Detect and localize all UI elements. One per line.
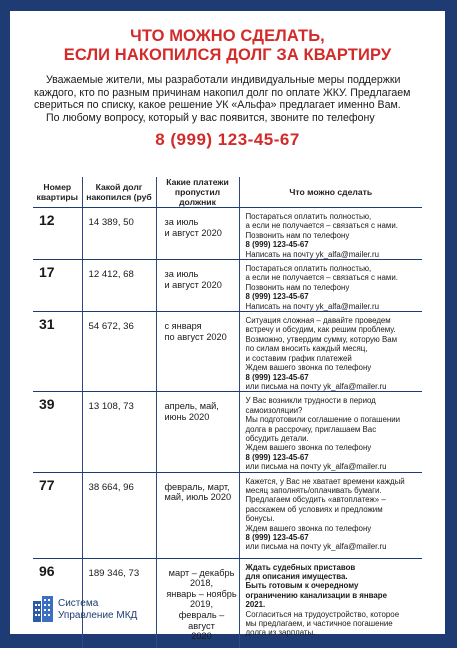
intro-paragraph-1: Уважаемые жители, мы разработали индивидуальные меры поддержки каждого, кто по разным причинам накопил долг по оплате ЖКУ. Предлагаем свериться по списку, какое решение УК «Альфа» предлагает именно Вам.	[34, 74, 431, 112]
action-line: и составим график платежей	[246, 354, 419, 363]
missed-payments	[157, 473, 239, 503]
logo-text	[58, 598, 137, 622]
action-line: бонусы.	[246, 514, 419, 523]
action-line: 8 (999) 123-45-67	[246, 292, 419, 301]
debt-amount: 14 389, 50	[83, 208, 156, 228]
intro-text	[34, 74, 431, 124]
missed-payments-line: февраль, март,	[165, 482, 239, 493]
table-row	[33, 472, 422, 558]
cell-period	[156, 472, 239, 558]
cell-action	[239, 558, 422, 648]
cell-apartment	[33, 312, 82, 392]
table-row	[33, 208, 422, 260]
cell-action	[239, 312, 422, 392]
table-header-row	[33, 177, 422, 208]
action-text	[240, 260, 423, 311]
cell-debt	[82, 260, 156, 312]
action-line: 8 (999) 123-45-67	[246, 240, 419, 249]
apartment-number: 12	[33, 208, 82, 228]
action-line: У Вас возникли трудности в период	[246, 396, 419, 405]
action-line: Ждем вашего звонка по телефону	[246, 443, 419, 452]
header-apartment-l1: Номер	[43, 182, 71, 192]
action-line: Быть готовым к очередному	[246, 581, 419, 590]
debt-amount: 13 108, 73	[83, 392, 156, 412]
action-line: Ждем вашего звонка по телефону	[246, 363, 419, 372]
action-line: Согласиться на трудоустройство, которое	[246, 610, 419, 619]
action-line: Написать на почту yk_alfa@mailer.ru	[246, 302, 419, 311]
table-row	[33, 392, 422, 472]
action-line: 8 (999) 123-45-67	[246, 453, 419, 462]
missed-payments-line: и август 2020	[165, 228, 239, 239]
poster-sheet	[10, 11, 445, 634]
header-apartment	[33, 177, 82, 208]
cell-period	[156, 312, 239, 392]
action-line: по силам вносить каждый месяц,	[246, 344, 419, 353]
missed-payments-line: и август 2020	[165, 280, 239, 291]
debt-amount: 38 664, 96	[83, 473, 156, 493]
missed-payments-line: с января	[165, 321, 239, 332]
header-apartment-l2: квартиры	[37, 192, 78, 202]
action-line: Ждать судебных приставов	[246, 563, 419, 572]
cell-period	[156, 208, 239, 260]
header-debt	[82, 177, 156, 208]
action-line: или письма на почту yk_alfa@mailer.ru	[246, 542, 419, 551]
header-debt-l1: Какой долг	[96, 182, 143, 192]
debt-amount: 12 412, 68	[83, 260, 156, 280]
missed-payments	[157, 260, 239, 290]
action-line: самоизоляции?	[246, 406, 419, 415]
header-action	[239, 177, 422, 208]
action-line: расскажем об условиях и предложим	[246, 505, 419, 514]
action-text	[240, 392, 423, 471]
apartment-number: 96	[33, 559, 82, 579]
action-line: или письма на почту yk_alfa@mailer.ru	[246, 462, 419, 471]
cell-action	[239, 472, 422, 558]
header-period-l2: пропустил должник	[175, 187, 220, 207]
action-line: Позвонить нам по телефону	[246, 283, 419, 292]
logo-line-2: Управление МКД	[58, 610, 137, 622]
table-row	[33, 260, 422, 312]
action-line: для описания имущества.	[246, 572, 419, 581]
action-line: а если не получается – связаться с нами.	[246, 273, 419, 282]
action-line: обсудить детали.	[246, 434, 419, 443]
action-text	[240, 473, 423, 552]
cell-apartment	[33, 472, 82, 558]
action-line: а если не получается – связаться с нами.	[246, 221, 419, 230]
cell-debt	[82, 208, 156, 260]
missed-payments-line: по август 2020	[165, 332, 239, 343]
header-debt-l2: накопился (руб	[86, 192, 152, 202]
cell-debt	[82, 312, 156, 392]
apartment-number: 17	[33, 260, 82, 280]
missed-payments-line: апрель, май,	[165, 401, 239, 412]
action-line: Написать на почту yk_alfa@mailer.ru	[246, 250, 419, 259]
intro-paragraph-2: По любому вопросу, который у вас появится, звоните по телефону	[34, 112, 431, 125]
building-icon	[32, 595, 54, 623]
missed-payments	[157, 208, 239, 238]
title-line-1: ЧТО МОЖНО СДЕЛАТЬ,	[10, 27, 445, 46]
apartment-number: 39	[33, 392, 82, 412]
action-line: 8 (999) 123-45-67	[246, 373, 419, 382]
action-line: мы предлагаем, и частичное погашение	[246, 619, 419, 628]
header-action-label: Что можно сделать	[289, 187, 372, 197]
cell-action	[239, 392, 422, 472]
debt-amount: 189 346, 73	[83, 559, 156, 579]
apartment-number: 31	[33, 312, 82, 332]
cell-period	[156, 392, 239, 472]
action-line: Ситуация сложная – давайте проведем	[246, 316, 419, 325]
cell-period	[156, 260, 239, 312]
action-text	[240, 208, 423, 259]
missed-payments	[157, 392, 239, 422]
missed-payments-line: май, июль 2020	[165, 492, 239, 503]
action-line: или письма на почту yk_alfa@mailer.ru	[246, 382, 419, 391]
cell-apartment	[33, 392, 82, 472]
action-line: Постараться оплатить полностью,	[246, 212, 419, 221]
action-line: 2021.	[246, 600, 419, 609]
table-body	[33, 208, 422, 648]
cell-debt	[82, 392, 156, 472]
cell-action	[239, 208, 422, 260]
missed-payments-line: за июль	[165, 269, 239, 280]
cell-apartment	[33, 208, 82, 260]
action-line: долга в рассрочку, приглашаем Вас	[246, 425, 419, 434]
action-line: Постараться оплатить полностью,	[246, 264, 419, 273]
missed-payments-line: 2020	[165, 631, 239, 642]
action-line: встречу и обсудим, как решим проблему.	[246, 325, 419, 334]
system-logo	[32, 591, 172, 631]
header-period-l1: Какие платежи	[166, 177, 229, 187]
action-text	[240, 312, 423, 391]
missed-payments-line: январь – ноябрь	[165, 589, 239, 600]
missed-payments-line: июнь 2020	[165, 412, 239, 423]
action-line: Позвонить нам по телефону	[246, 231, 419, 240]
cell-apartment	[33, 260, 82, 312]
action-line: 8 (999) 123-45-67	[246, 533, 419, 542]
action-line: ограничению канализации в январе	[246, 591, 419, 600]
missed-payments	[157, 312, 239, 342]
logo-line-1: Система	[58, 598, 137, 610]
action-line: Возможно, утвердим сумму, которую Вам	[246, 335, 419, 344]
action-text	[240, 559, 423, 638]
phone-number: 8 (999) 123-45-67	[10, 130, 445, 150]
missed-payments-line: март – декабрь	[165, 568, 239, 579]
action-line: Ждем вашего звонка по телефону	[246, 524, 419, 533]
missed-payments-line: 2018,	[165, 578, 239, 589]
action-line: месяц заполнять/оплачивать бумаги.	[246, 486, 419, 495]
debt-amount: 54 672, 36	[83, 312, 156, 332]
poster-title	[10, 27, 445, 65]
missed-payments-line: за июль	[165, 217, 239, 228]
cell-debt	[82, 472, 156, 558]
debt-table	[33, 177, 422, 648]
title-line-2: ЕСЛИ НАКОПИЛСЯ ДОЛГ ЗА КВАРТИРУ	[10, 46, 445, 65]
apartment-number: 77	[33, 473, 82, 493]
action-line: Кажется, у Вас не хватает времени каждый	[246, 477, 419, 486]
action-line: долга из зарплаты.	[246, 628, 419, 637]
action-line: Предлагаем обсудить «автоплатеж» –	[246, 495, 419, 504]
table-row	[33, 312, 422, 392]
action-line: Мы подготовили соглашение о погашении	[246, 415, 419, 424]
cell-action	[239, 260, 422, 312]
missed-payments-line: 2019,	[165, 599, 239, 610]
missed-payments-line: февраль – август	[165, 610, 239, 631]
header-period	[156, 177, 239, 208]
